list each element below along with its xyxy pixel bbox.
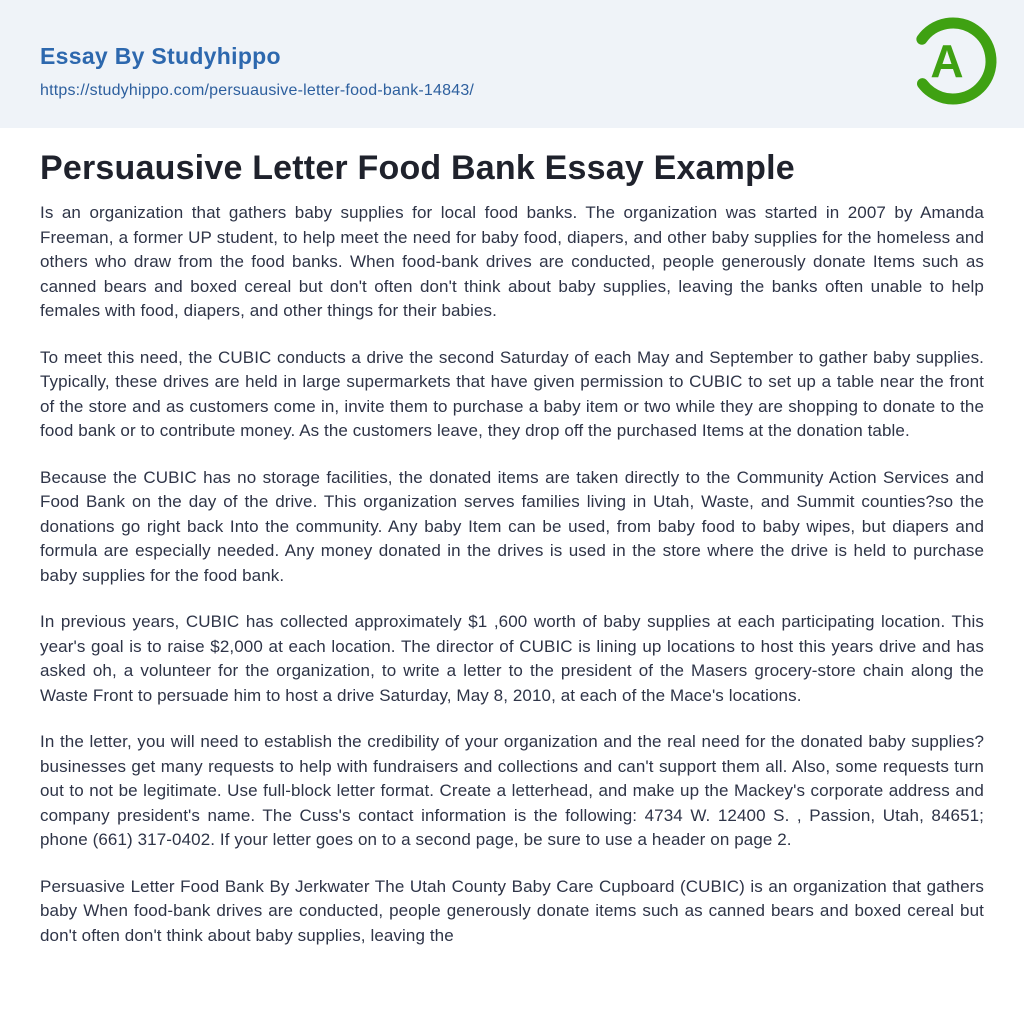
studyhippo-logo xyxy=(908,16,998,106)
essay-paragraph-2: To meet this need, the CUBIC conducts a drive the second Saturday of each May and September to gather baby supplies. Typically, these drives are held in large supermarkets that have given permission to CUBIC to set up a table near the front of the store and as customers come in, invite them to purchase a baby item or two while they are shopping to donate to the food bank or to contribute money. As the customers leave, they drop off the purchased Items at the donation table. xyxy=(40,347,984,440)
essay-paragraph-4: In previous years, CUBIC has collected approximately $1 ,600 worth of baby supplies at each participating location. This year's goal is to raise $2,000 at each location. The director of CUBIC is lining up locations to host this years drive and has asked oh, a volunteer for the organization, to write a letter to the president of the Masers grocery-store chain along the Waste Front to persuade him to host a drive Saturday, May 8, 2010, at each of the Mace's locations. xyxy=(40,612,984,705)
logo-letter: A xyxy=(930,35,964,87)
site-title: Essay By Studyhippo xyxy=(40,43,281,69)
essay-paragraph-1: Is an organization that gathers baby supplies for local food banks. The organization was started in 2007 by Amanda Freeman, a former UP student, to help meet the need for baby food, diapers, and other baby supplies for the homeless and others who draw from the food banks. When food-bank drives are conducted, people generously donate Items such as canned bears and boxed cereal but don't often don't think about baby supplies, leaving the banks often unable to help females with food, diapers, and other things for their babies. xyxy=(40,203,984,320)
essay-paragraph-6: Persuasive Letter Food Bank By Jerkwater The Utah County Baby Care Cupboard (CUBIC) is an organization that gathers baby When food-bank drives are conducted, people generously donate items such as canned bears and boxed cereal but don't often don't think about baby supplies, leaving the xyxy=(40,876,984,945)
essay-article xyxy=(0,128,1024,948)
page-header xyxy=(0,0,1024,128)
essay-title: Persuausive Letter Food Bank Essay Example xyxy=(40,149,795,187)
essay-paragraph-3: Because the CUBIC has no storage facilities, the donated items are taken directly to the Community Action Services and Food Bank on the day of the drive. This organization serves families living in Utah, Waste, and Summit counties?so the donations go right back Into the community. Any baby Item can be used, from baby food to baby wipes, but diapers and formula are especially needed. Any money donated in the drives is used in the store where the drive is held to purchase baby supplies for the food bank. xyxy=(40,467,984,585)
page-url-link[interactable]: https://studyhippo.com/persuausive-letter-food-bank-14843/ xyxy=(40,82,475,99)
essay-paragraph-5: In the letter, you will need to establish the credibility of your organization and the real need for the donated baby supplies?businesses get many requests to help with fundraisers and collections and can't support them all. Also, some requests turn out to not be legitimate. Use full-block letter format. Create a letterhead, and make up the Mackey's corporate address and company president's name. The Cuss's contact information is the following: 4734 W. 12400 S. , Passion, Utah, 84651; phone (661) 317-0402. If your letter goes on to a second page, be sure to use a header on page 2. xyxy=(40,732,984,849)
